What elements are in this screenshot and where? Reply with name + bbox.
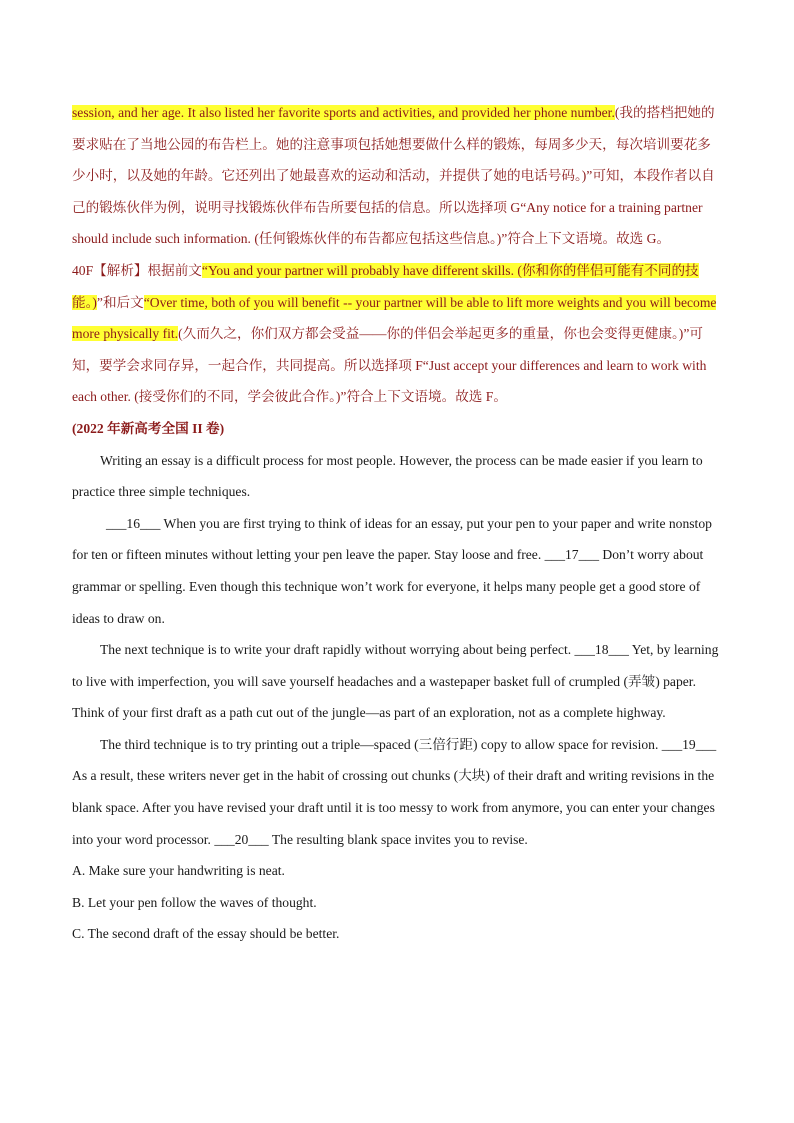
passage-paragraph-4: The third technique is to try printing out a triple—spaced (三倍行距) copy to allow space for revision. ___19___ As a result, these writers never get in the habit of crossing out chunks (大块) of their draft and writing revisions in the blank space. After you have revised your draft until it is too messy to work from anymore, you can enter your changes into your word processor. ___20___ The resulting blank space invites you to revise. xyxy=(72,736,717,847)
document-content xyxy=(72,97,724,950)
analysis-39-paragraph xyxy=(72,97,724,255)
analysis-40-explanation: (久而久之，你们双方都会受益——你的伴侣会举起更多的重量，你也会变得更健康。)”可知，要学会求同存异，一起合作，共同提高。所以选择项 F“Just accept your differences and learn to work with each other. (接受你们的不同，学会彼此合作。)”符合上下文语境。故选 F。 xyxy=(72,326,707,405)
option-a: A. Make sure your handwriting is neat. xyxy=(72,863,285,879)
option-b: B. Let your pen follow the waves of thought. xyxy=(72,894,317,910)
highlight-quote-before: “You and your partner will probably have different skills. (你和你的伴侣可能有不同的技能。) xyxy=(72,262,699,310)
passage-paragraph-2: ___16___ When you are first trying to think of ideas for an essay, put your pen to your paper and write nonstop for ten or fifteen minutes without letting your pen leave the paper. Stay loose and free. ___17___ Don’t worry about grammar or spelling. Even though this technique won’t work for everyone, it helps many people get a good store of ideas to draw on. xyxy=(72,515,712,626)
analysis-40-paragraph xyxy=(72,255,724,413)
option-c: C. The second draft of the essay should be better. xyxy=(72,926,340,942)
analysis-40-label: 40F【解析】根据前文 xyxy=(72,262,202,278)
highlight-quote: session, and her age. It also listed her favorite sports and activities, and provided her phone number. xyxy=(72,105,615,120)
exam-source-heading: (2022 年新高考全国 II 卷) xyxy=(72,420,225,436)
passage-paragraph-1: Writing an essay is a difficult process for most people. However, the process can be made easier if you learn to practice three simple techniques. xyxy=(72,452,703,500)
analysis-40-connector: ”和后文 xyxy=(96,294,144,310)
analysis-39-explanation: (我的搭档把她的要求贴在了当地公园的布告栏上。她的注意事项包括她想要做什么样的锻炼，每周多少天，每次培训要花多少小时，以及她的年龄。它还列出了她最喜欢的运动和活动，并提供了她的电话号码。)”可知，本段作者以自己的锻炼伙伴为例，说明寻找锻炼伙伴布告所要包括的信息。所以选择项 G“Any notice for a training partner should include such information. (任何锻炼伙伴的布告都应包括这些信息。)”符合上下文语境。故选 G。 xyxy=(72,105,715,247)
highlight-quote-after: “Over time, both of you will benefit -- your partner will be able to lift more weights and you will become more physically fit. xyxy=(72,294,717,342)
passage-paragraph-3: The next technique is to write your draft rapidly without worrying about being perfect. ___18___ Yet, by learning to live with imperfection, you will save yourself headaches and a wastepaper basket full of crumpled (弄皱) paper. Think of your first draft as a path cut out of the jungle—as part of an exploration, not as a complete highway. xyxy=(72,642,719,721)
